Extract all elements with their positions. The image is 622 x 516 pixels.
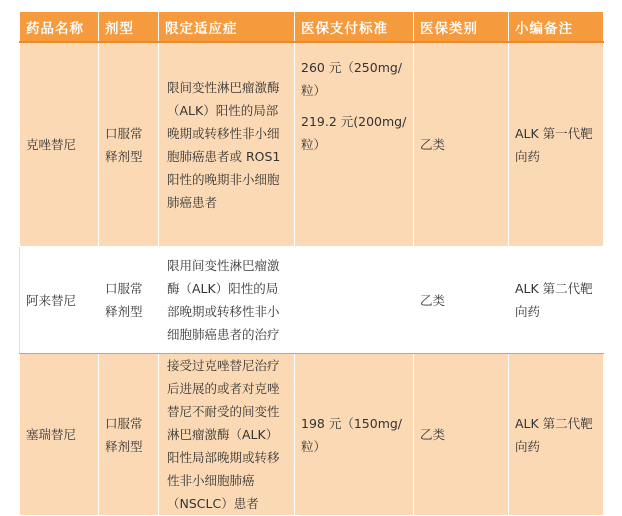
indication-cell: 接受过克唑替尼治疗后进展的或者对克唑替尼不耐受的间变性淋巴瘤激酶（ALK）阳性局部晚期或转移性非小细胞肺癌（NSCLC）患者: [159, 354, 295, 516]
header-payment-standard: 医保支付标准: [295, 12, 414, 43]
note-cell: ALK 第二代靶向药: [509, 247, 604, 354]
price-cell: [295, 42, 414, 247]
drug-name-cell: 克唑替尼: [20, 42, 99, 247]
drug-name-cell: 塞瑞替尼: [20, 354, 99, 516]
note-cell: ALK 第二代靶向药: [509, 354, 604, 516]
price-line: 260 元（250mg/粒）: [301, 60, 403, 98]
header-dosage-form: 剂型: [99, 12, 159, 43]
dosage-form-cell: 口服常释剂型: [99, 354, 159, 516]
category-cell: 乙类: [414, 42, 509, 247]
header-insurance-category: 医保类别: [414, 12, 509, 43]
category-cell: 乙类: [414, 247, 509, 354]
table-row: [20, 247, 604, 354]
header-drug-name: 药品名称: [20, 12, 99, 43]
dosage-form-cell: 口服常释剂型: [99, 42, 159, 247]
header-editor-note: 小编备注: [509, 12, 604, 43]
price-line: 219.2 元(200mg/粒）: [301, 114, 407, 152]
note-cell: ALK 第一代靶向药: [509, 42, 604, 247]
price-cell: [295, 247, 414, 354]
header-indication: 限定适应症: [159, 12, 295, 43]
table-row: [20, 42, 604, 247]
indication-cell: 限用间变性淋巴瘤激酶（ALK）阳性的局部晚期或转移性非小细胞肺癌患者的治疗: [159, 247, 295, 354]
table-header-row: [20, 12, 604, 43]
dosage-form-cell: 口服常释剂型: [99, 247, 159, 354]
indication-cell: 限间变性淋巴瘤激酶（ALK）阳性的局部晚期或转移性非小细胞肺癌患者或 ROS1 阳性的晚期非小细胞肺癌患者: [159, 42, 295, 247]
price-line: 198 元（150mg/粒）: [301, 415, 403, 454]
category-cell: 乙类: [414, 354, 509, 516]
drug-reimbursement-table: [19, 11, 604, 516]
table-row: [20, 354, 604, 516]
price-cell: [295, 354, 414, 516]
drug-name-cell: 阿来替尼: [20, 247, 99, 354]
